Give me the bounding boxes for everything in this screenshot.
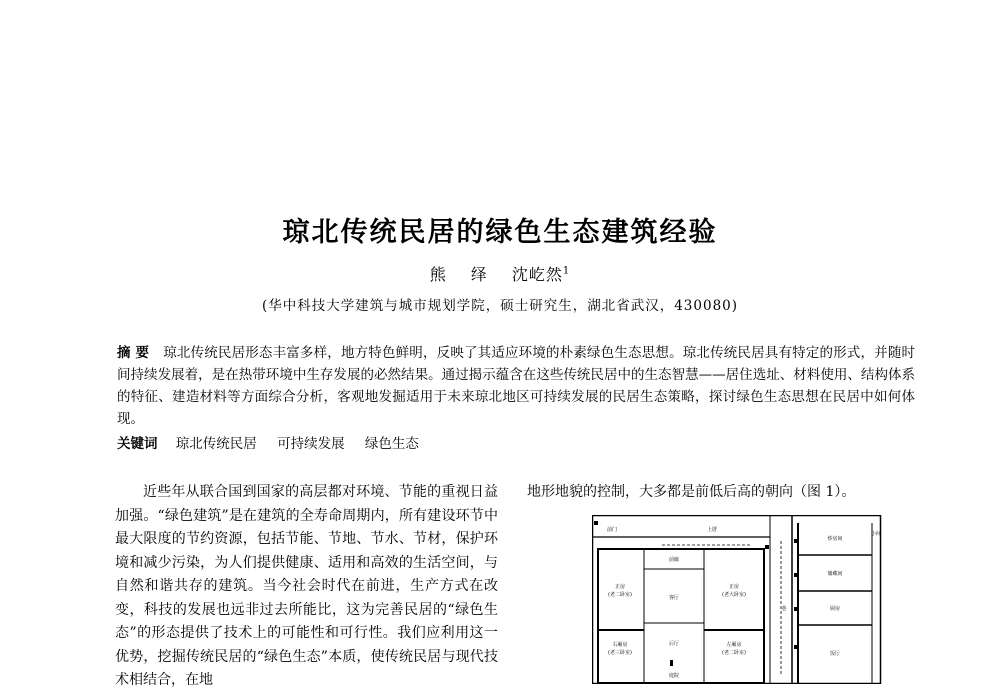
keyword-item: 可持续发展 [277, 436, 345, 452]
author-footnote-mark: 1 [562, 265, 571, 277]
abstract-text: 琼北传统民居形态丰富多样，地方特色鲜明，反映了其适应环境的朴素绿色生态思想。琼北传统民居具有特定的形式，并随时间持续发展着，是在热带环境中生存发展的必然结果。通过揭示蕴含在这些传统民居中的生态智慧——居住选址、材料使用、结构体系的特征、建造材料等方面综合分析，客观地发掘适用于未来琼北地区可持续发展的民居生态策略，探讨绿色生态思想在民居中如何体现。 [117, 345, 915, 427]
body-paragraph-left: 近些年从联合国到国家的高层都对环境、节能的重视日益加强。“绿色建筑”是在建筑的全寿命周期内，所有建设环节中最大限度的节约资源，包括节能、节地、节水、节材，保护环境和减少污染，为人们提供健康、适用和高效的生活空间，与自然和谐共存的建筑。当今社会时代在前进，生产方式在改变，科技的发展也远非过去所能比，这为完善民居的“绿色生态”的形态提供了技术上的可能性和可行性。我们应利用这一优势，挖掘传统民居的“绿色生态”本质，使传统民居与现代技术相结合，在地 [115, 484, 498, 688]
keyword-item: 琼北传统民居 [175, 436, 257, 452]
abstract-label: 摘 要 [117, 345, 150, 361]
affiliation: (华中科技大学建筑与城市规划学院，硕士研究生，湖北省武汉，430080) [261, 298, 739, 314]
label-side-right: 左厢房 [726, 642, 742, 648]
label-side-left: 右厢房 [612, 642, 628, 648]
label-upper-hall: 上厝 [706, 527, 718, 533]
keywords [117, 432, 915, 452]
label-room-right-sub: (老大卧室) [722, 592, 746, 598]
floor-plan-figure [592, 515, 888, 688]
label-kitchen-top: 炒房间 [827, 536, 843, 542]
label-hall: 客厅 [668, 595, 680, 601]
label-room-left: 正房 [614, 584, 626, 590]
abstract [117, 342, 915, 430]
label-storage: 储藏间 [827, 571, 843, 577]
label-small-room: 小间 [870, 531, 882, 537]
label-courtyard: 庭院 [668, 673, 680, 679]
label-lane: 巷 [781, 606, 787, 612]
label-side-right-sub: (老二卧室) [722, 650, 746, 656]
author-names: 熊 绎 沈屹然 [429, 265, 563, 284]
label-kitchen: 厨房 [829, 606, 841, 612]
paper-title: 琼北传统民居的绿色生态建筑经验 [282, 217, 718, 248]
body-paragraph-right: 地形地貌的控制，大多都是前低后高的朝向（图 1）。 [527, 484, 856, 500]
label-back-hall: 后厅 [668, 641, 680, 647]
label-room-right: 正房 [728, 584, 740, 590]
label-gate: 前门 [606, 527, 618, 533]
authors [0, 262, 1000, 285]
label-side-left-sub: (老三卧室) [608, 650, 632, 656]
label-dining: 饭厅 [829, 651, 841, 657]
keywords-label: 关键词 [117, 436, 158, 452]
label-porch: 前廊 [668, 557, 680, 563]
label-room-left-sub: (老二卧室) [608, 592, 632, 598]
keyword-item: 绿色生态 [364, 436, 419, 452]
